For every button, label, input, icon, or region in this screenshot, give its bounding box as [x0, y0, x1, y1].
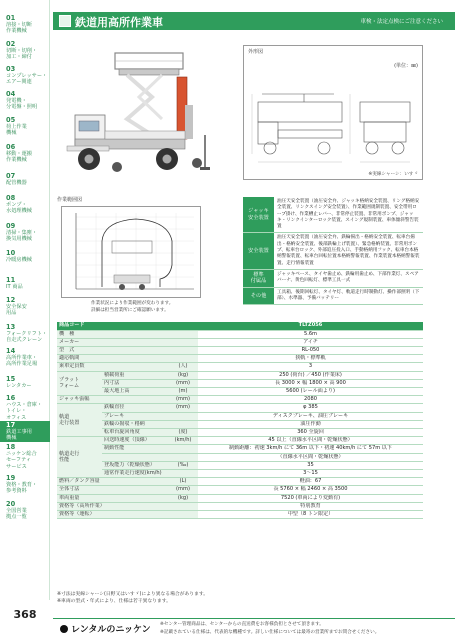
spec-label: 制動性能 — [102, 445, 168, 453]
spec-label: 適応軌間 — [57, 355, 168, 363]
working-range — [57, 198, 207, 316]
spec-unit — [168, 502, 198, 510]
spec-value: 5600 (レール面より) — [198, 388, 423, 396]
sidebar-item-number: 20 — [6, 500, 16, 508]
range-title: 作業範囲図 — [57, 197, 83, 203]
spec-value: 狭軌・標準軌 — [198, 355, 423, 363]
spec-label: 機 種 — [57, 330, 168, 338]
sidebar-item-label: ハウス・倉庫・ — [6, 402, 43, 408]
sidebar-item-label: 高所作業足場 — [6, 361, 38, 368]
spec-row — [57, 412, 423, 420]
sidebar-item-label: 分電盤・照明 — [6, 104, 38, 111]
spec-label: 全体寸法 — [57, 486, 168, 494]
spec-label: 乗車定員数 — [57, 363, 168, 371]
sidebar-item-label: 移動・運搬 — [6, 151, 32, 157]
sidebar-item-label: トイレ・ — [6, 408, 27, 415]
chassis-caption: ※実線シャーシ：いすゞ — [368, 172, 418, 177]
spec-value: 2080 — [198, 396, 423, 404]
spec-unit: (kg) — [168, 494, 198, 502]
vehicle-photo — [57, 35, 237, 185]
sidebar-item-label: オフィス — [6, 414, 27, 421]
spec-header-label: 商品コード — [57, 322, 198, 330]
spec-label: ブレーキ — [102, 412, 168, 420]
spec-unit: (kg) — [168, 371, 198, 379]
spec-group: 軌道 走行装置 — [57, 404, 102, 437]
sidebar-item-08[interactable] — [0, 194, 50, 215]
spec-value: 制動距離：初速 3km/h にて 36m 以下・初速 40km/h にて 57m 以下 — [198, 445, 423, 453]
spec-value: 5.6m — [198, 330, 423, 338]
spec-label: 通常作業走行速度(km/h) — [102, 470, 168, 478]
spec-unit: (度) — [168, 429, 198, 437]
sidebar-item-label: 清掃・集塵・ — [6, 230, 38, 236]
spec-value: ディスクブレーキ、油圧ブレーキ — [198, 412, 423, 420]
spec-notes — [57, 591, 427, 605]
sidebar-item-number: 13 — [6, 323, 16, 331]
sidebar-item-number: 09 — [6, 222, 16, 230]
sidebar-item-15[interactable] — [0, 375, 50, 389]
sidebar-item-label: 冷暖房機械 — [6, 257, 32, 263]
spec-label: 内寸法 — [102, 379, 168, 387]
sidebar-item-number: 04 — [6, 90, 16, 98]
spec-value: 特別教育 — [198, 502, 423, 510]
spec-row — [57, 470, 423, 478]
spec-group: 軌道走行 性能 — [57, 437, 102, 478]
sidebar-item-number: 12 — [6, 296, 16, 304]
spec-row — [57, 338, 423, 346]
spec-value: 長 3000 × 幅 1800 × 高 900 — [198, 379, 423, 387]
sidebar-item-label: 作業機械 — [6, 28, 27, 35]
spec-value: 360 全旋回 — [198, 429, 423, 437]
spec-row — [57, 420, 423, 428]
spec-unit — [168, 347, 198, 355]
spec-row — [57, 478, 423, 486]
feature-row — [243, 270, 423, 288]
spec-unit: (L) — [168, 478, 198, 486]
unit-label: (単位：㎜) — [394, 63, 418, 69]
spec-unit: (km/h) — [168, 437, 198, 445]
spec-value: RL-050 — [198, 347, 423, 355]
spec-label: 登坂能力（乾燥状態） — [102, 461, 168, 469]
sidebar-item-06[interactable] — [0, 143, 50, 164]
brand-name: レンタルのニッケン — [71, 625, 151, 635]
sidebar-item-label: コンプレッサー・ — [6, 73, 48, 79]
spec-group: プラット フォーム — [57, 371, 102, 396]
brand-logo — [60, 622, 151, 635]
sidebar-item-number: 16 — [6, 394, 16, 402]
sidebar-item-13[interactable] — [0, 323, 50, 344]
sidebar-item-17[interactable] — [0, 421, 50, 442]
footnote-2: ※記載されている仕様は、代表的な機種です。詳しい仕様については最寄の営業所までお問合せください。 — [160, 630, 380, 635]
feature-category: 標準 付属品 — [243, 270, 274, 287]
sidebar-item-number: 19 — [6, 474, 16, 482]
sidebar-item-11[interactable] — [0, 276, 50, 290]
sidebar-item-number: 15 — [6, 375, 16, 383]
spec-label: 型 式 — [57, 347, 168, 355]
spec-label — [102, 453, 168, 461]
spec-value: 35 — [198, 461, 423, 469]
truck-illustration — [57, 35, 237, 185]
spec-row — [57, 511, 423, 519]
note-1: ※寸法は実線シャーシ(日野又はいすゞ)により異なる場合があります。 — [57, 592, 209, 597]
title-bar — [53, 12, 455, 30]
spec-value: 250 (荷台) ／450 (作業床) — [198, 371, 423, 379]
sidebar-item-04[interactable] — [0, 90, 50, 111]
spec-header-row — [57, 322, 423, 330]
spec-unit: (mm) — [168, 396, 198, 404]
spec-row — [57, 404, 423, 412]
feature-text: 油圧天安全装置（油圧安全弁、鉄輪揚出・格納安全装置、転車台揚出・格納安全装置、後部鉄輪上げ装置）、緊急格納装置、非常用ポンプ、転車台ロック、外部追圧投入口、手動格納用フック、転車台本格納警報装置、転車台回転位置本格納警報装置、作業装置本格納警報装置、走行情報装置 — [277, 235, 420, 266]
sidebar-item-label: 作業機械 — [6, 157, 27, 164]
spec-row — [57, 437, 423, 445]
sidebar-item-label: 全国営業 — [6, 508, 27, 514]
spec-label: 鉄輪の揚収・格納 — [102, 420, 168, 428]
sidebar-item-18[interactable] — [0, 443, 50, 470]
sidebar-item-label: レンタカー — [6, 383, 32, 389]
spec-unit — [168, 453, 198, 461]
sidebar-item-label: 水処理機械 — [6, 208, 32, 215]
spec-row — [57, 486, 423, 494]
spec-unit — [168, 420, 198, 428]
spec-row — [57, 445, 423, 453]
spec-label: 資格等（運転） — [57, 511, 168, 519]
feature-category: 安全装置 — [243, 233, 274, 268]
sidebar-item-number: 14 — [6, 347, 16, 355]
spec-unit: (m) — [168, 388, 198, 396]
spec-value: 長 5760 × 幅 2460 × 高 3500 — [198, 486, 423, 494]
sidebar-item-label: 荷上作業 — [6, 124, 27, 130]
sidebar-item-label: 拠点一覧 — [6, 514, 27, 521]
spec-label: 燃料／タンク容量 — [57, 478, 168, 486]
sidebar-item-label: 換気用機械 — [6, 236, 32, 243]
sidebar-item-number: 05 — [6, 116, 16, 124]
feature-category: ジャッキ 安全装置 — [243, 197, 274, 232]
feature-row — [243, 197, 423, 233]
spec-value: （直線水平区間・乾燥状態） — [198, 453, 423, 461]
sidebar-item-label: フォークリフト・ — [6, 331, 48, 337]
sidebar-item-number: 01 — [6, 14, 16, 22]
spec-row — [57, 461, 423, 469]
spec-label: メーカー — [57, 338, 168, 346]
feature-text: 油圧天安全装置（油圧安全弁、ジャッキ格納安全装置、リング格納安全装置、リンクスイング安全装置）、作業範囲規制装置、安全帯用ロープ掛け、作業槽止レバー、非常停止装置、非常用ポンプ、ジャッキ・リンクインターロック装置、スイング規制装置、車体傾斜警告装置 — [277, 199, 420, 230]
sidebar-item-label: 加工・締付 — [6, 54, 32, 61]
spec-label: 回送時速度（頂線） — [102, 437, 168, 445]
spec-label: 鉄輪直径 — [102, 404, 168, 412]
spec-value: 油圧作動 — [198, 420, 423, 428]
spec-unit: (‰) — [168, 461, 198, 469]
spec-unit — [168, 511, 198, 519]
spec-unit — [168, 412, 198, 420]
spec-unit — [168, 355, 198, 363]
spec-row — [57, 363, 423, 371]
sidebar-item-label: IT 商品 — [6, 284, 23, 290]
sidebar-item-05[interactable] — [0, 116, 50, 137]
spec-value: 7520 (車両により変動有) — [198, 494, 423, 502]
spec-value: アイチ — [198, 338, 423, 346]
sidebar-item-label: 資格・教育・ — [6, 482, 38, 488]
sidebar-item-01[interactable] — [0, 14, 50, 35]
spec-row — [57, 371, 423, 379]
sidebar-item-02[interactable] — [0, 40, 50, 61]
sidebar-item-number: 10 — [6, 249, 16, 257]
spec-label: ジャッキ張幅 — [57, 396, 168, 404]
sidebar-item-label: サービス — [6, 463, 27, 470]
sidebar-item-number: 06 — [6, 143, 16, 151]
spec-row — [57, 388, 423, 396]
range-diagram — [61, 206, 201, 298]
sidebar-item-number: 03 — [6, 65, 16, 73]
sidebar-item-label: 発電機・ — [6, 98, 27, 104]
inspection-notice: 車検・法定点検にご注意ください — [360, 19, 443, 25]
feature-row — [243, 288, 423, 306]
sidebar-item-label: 配管機器 — [6, 180, 27, 186]
spec-label: 車両重量 — [57, 494, 168, 502]
sidebar-item-label: エアー関連 — [6, 79, 32, 86]
sidebar-item-09[interactable] — [0, 222, 50, 243]
sidebar-item-14[interactable] — [0, 347, 50, 368]
spec-value: 3 — [198, 363, 423, 371]
sidebar-item-label: 機械 — [6, 435, 17, 442]
sidebar-item-07[interactable] — [0, 172, 50, 186]
spec-unit — [168, 445, 198, 453]
spec-label: 最大地上高 — [102, 388, 168, 396]
category-sidebar — [0, 0, 50, 600]
spec-unit — [168, 470, 198, 478]
sidebar-item-label: 溶接・切断 — [6, 22, 32, 28]
sidebar-item-20[interactable] — [0, 500, 50, 521]
sidebar-item-number: 18 — [6, 443, 16, 451]
spec-unit: (mm) — [168, 486, 198, 494]
brand-dot-icon — [60, 625, 68, 633]
drawing-title: 外形図 — [248, 49, 264, 55]
range-envelope — [62, 207, 200, 297]
spec-label: 資格等（高所作業） — [57, 502, 168, 510]
spec-table — [57, 322, 423, 519]
spec-row — [57, 494, 423, 502]
footnote-1: ※センター管理商品は、センターからの直送費をお客様負担とさせて頂きます。 — [160, 622, 324, 627]
sidebar-item-number: 08 — [6, 194, 16, 202]
spec-row — [57, 429, 423, 437]
sidebar-item-label: セーフティ — [6, 457, 32, 464]
spec-row — [57, 347, 423, 355]
sidebar-item-label: ニッケン総合 — [6, 451, 37, 457]
feature-category: その他 — [243, 288, 274, 305]
product-code: TLTZ056 — [198, 322, 423, 330]
sidebar-item-10[interactable] — [0, 249, 50, 263]
spec-row — [57, 330, 423, 338]
sidebar-item-12[interactable] — [0, 296, 50, 317]
sidebar-item-label: 鉄道工事用 — [6, 429, 32, 435]
spec-row — [57, 502, 423, 510]
spec-row — [57, 379, 423, 387]
spec-value: 45 以上（直線水平区間・乾燥状態） — [198, 437, 423, 445]
sidebar-item-label: ポンプ・ — [6, 202, 27, 208]
spec-unit: (mm) — [168, 404, 198, 412]
sidebar-item-label: 安全保安 — [6, 304, 27, 310]
feature-row — [243, 233, 423, 269]
range-note-1: 作業状況により作業範囲が変わります。 — [91, 301, 174, 306]
dimension-drawing — [243, 45, 423, 180]
sidebar-item-number: 07 — [6, 172, 16, 180]
sidebar-item-label: 用品 — [6, 310, 17, 317]
spec-unit: (mm) — [168, 379, 198, 387]
title-square-icon — [59, 15, 71, 27]
sidebar-item-label: 高所作業車・ — [6, 355, 38, 361]
sidebar-item-03[interactable] — [0, 65, 50, 86]
spec-label: 転車台旋回角度 — [102, 429, 168, 437]
spec-unit — [168, 330, 198, 338]
spec-value: 3〜15 — [198, 470, 423, 478]
page-number: 368 — [13, 608, 37, 621]
spec-row — [57, 355, 423, 363]
note-2: ※車両の型式・年式により、仕様は若干異なります。 — [57, 599, 171, 604]
feature-table — [243, 197, 423, 305]
spec-unit: (人) — [168, 363, 198, 371]
sidebar-item-19[interactable] — [0, 474, 50, 495]
spec-row — [57, 396, 423, 404]
footer-divider — [53, 618, 455, 619]
sidebar-item-number: 11 — [6, 276, 16, 284]
spec-label: 積載荷重 — [102, 371, 168, 379]
feature-text: ジャッキベース、タイヤ歯止め、鉄輪用歯止め、下部作業灯、スペアバーナ、黄色回転灯、標準工具一式 — [277, 271, 419, 284]
sidebar-item-16[interactable] — [0, 394, 50, 421]
spec-value: 中型（8 トン限定） — [198, 511, 423, 519]
sidebar-item-number: 17 — [6, 421, 16, 429]
sidebar-item-label: 切断・切削・ — [6, 48, 38, 54]
sidebar-item-label: 機械 — [6, 130, 17, 137]
sidebar-item-number: 02 — [6, 40, 16, 48]
spec-value: φ 385 — [198, 404, 423, 412]
spec-unit — [168, 338, 198, 346]
sidebar-item-label: 参考資料 — [6, 488, 27, 495]
outline-drawing — [244, 64, 422, 174]
sidebar-item-label: 自走式クレーン — [6, 337, 43, 344]
feature-text: 工具箱、後期回転灯、タイヤ灯、軌道走行時制動灯、操作部照明（下部）、水準器、予備バッテリー — [277, 289, 420, 302]
page-title: 鉄道用高所作業車 — [75, 16, 163, 29]
range-note-2: 詳細は担当営業所にご確認願います。 — [91, 308, 169, 313]
spec-value: 軽油：67 — [198, 478, 423, 486]
spec-row — [57, 453, 423, 461]
